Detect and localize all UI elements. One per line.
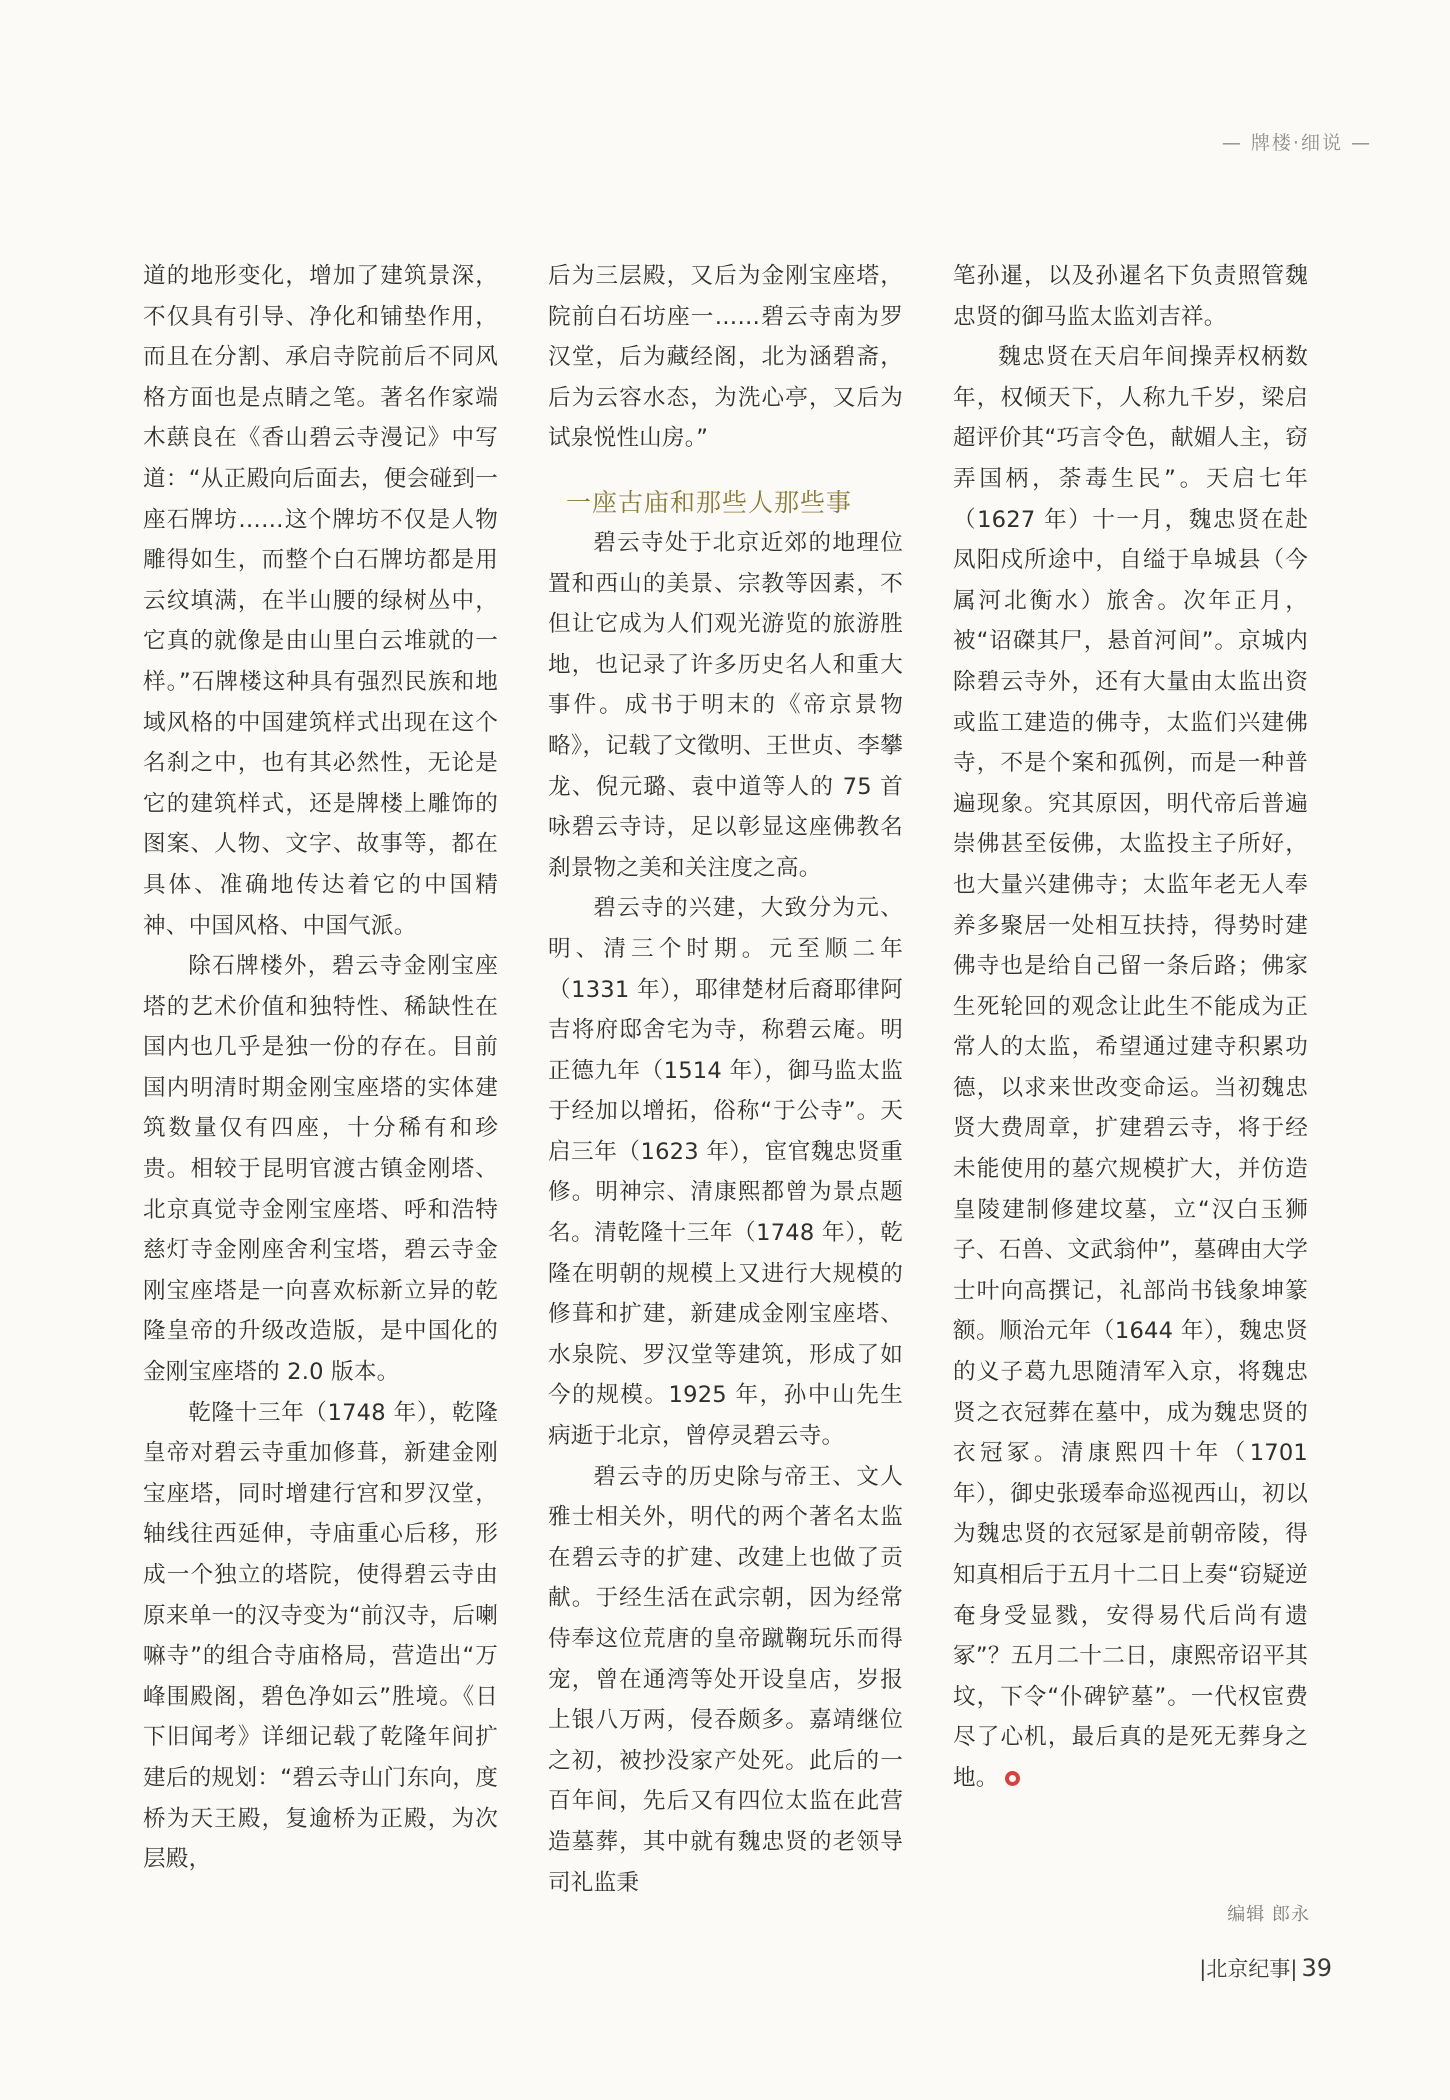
end-mark-icon [1005, 1771, 1020, 1786]
paragraph: 碧云寺处于北京近郊的地理位置和西山的美景、宗教等因素，不但让它成为人们观光游览的旅游胜地，也记录了许多历史名人和重大事件。成书于明末的《帝京景物略》，记载了文徵明、王世贞、李攀龙、倪元璐、袁中道等人的 75 首咏碧云寺诗，足以彰显这座佛教名刹景物之美和关注度之高。 [548, 529, 903, 881]
paragraph: 碧云寺的兴建，大致分为元、明、清三个时期。元至顺二年（1331 年），耶律楚材后裔耶律阿吉将府邸舍宅为寺，称碧云庵。明正德九年（1514 年），御马监太监于经加以增拓，俗称“于公寺”。天启三年（1623 年），宦官魏忠贤重修。明神宗、清康熙都曾为景点题名。清乾隆十三年（1748 年），乾隆在明朝的规模上又进行大规模的修葺和扩建，新建成金刚宝座塔、水泉院、罗汉堂等建筑，形成了如今的规模。1925 年，孙中山先生病逝于北京，曾停灵碧云寺。 [548, 895, 903, 1450]
page-footer [1199, 1953, 1332, 1983]
text-column-2 [548, 256, 903, 1903]
editor-credit: 编辑 郎永 [1227, 1904, 1310, 1925]
paragraph: 乾隆十三年（1748 年），乾隆皇帝对碧云寺重加修葺，新建金刚宝座塔，同时增建行宫和罗汉堂，轴线往西延伸，寺庙重心后移，形成一个独立的塔院，使得碧云寺由原来单一的汉寺变为“前汉寺，后喇嘛寺”的组合寺庙格局，营造出“万峰围殿阁，碧色净如云”胜境。《日下旧闻考》详细记载了乾隆年间扩建后的规划：“碧云寺山门东向，度桥为天王殿，复逾桥为正殿，为次层殿， [143, 1399, 498, 1873]
paragraph: 除石牌楼外，碧云寺金刚宝座塔的艺术价值和独特性、稀缺性在国内也几乎是独一份的存在。目前国内明清时期金刚宝座塔的实体建筑数量仅有四座，十分稀有和珍贵。相较于昆明官渡古镇金刚塔、北京真觉寺金刚宝座塔、呼和浩特慈灯寺金刚座舍利宝塔，碧云寺金刚宝座塔是一向喜欢标新立异的乾隆皇帝的升级改造版，是中国化的金刚宝座塔的 2.0 版本。 [143, 953, 498, 1386]
paragraph: 后为三层殿，又后为金刚宝座塔，院前白石坊座一……碧云寺南为罗汉堂，后为藏经阁，北为涵碧斋，后为云容水态，为洗心亭，又后为试泉悦性山房。” [548, 263, 903, 452]
paragraph: 碧云寺的历史除与帝王、文人雅士相关外，明代的两个著名太监在碧云寺的扩建、改建上也做了贡献。于经生活在武宗朝，因为经常侍奉这位荒唐的皇帝蹴鞠玩乐而得宠，曾在通湾等处开设皇店，岁报上银八万两，侵吞颇多。嘉靖继位之初，被抄没家产处死。此后的一百年间，先后又有四位太监在此营造墓葬，其中就有魏忠贤的老领导司礼监秉 [548, 1463, 903, 1896]
magazine-name: |北京纪事| [1199, 1957, 1298, 1981]
paragraph-text: 魏忠贤在天启年间操弄权柄数年，权倾天下，人称九千岁，梁启超评价其“巧言令色，献媚人主，窃弄国柄，荼毒生民”。天启七年（1627 年）十一月，魏忠贤在赴凤阳戍所途中，自缢于阜城县（今属河北衡水）旅舍。次年正月，被“诏磔其尸，悬首河间”。京城内除碧云寺外，还有大量由太监出资或监工建造的佛寺，太监们兴建佛寺，不是个案和孤例，而是一种普遍现象。究其原因，明代帝后普遍崇佛甚至佞佛，太监投主子所好，也大量兴建佛寺；太监年老无人奉养多聚居一处相互扶持，得势时建佛寺也是给自己留一条后路；佛家生死轮回的观念让此生不能成为正常人的太监，希望通过建寺积累功德，以求来世改变命运。当初魏忠贤大费周章，扩建碧云寺，将于经未能使用的墓穴规模扩大，并仿造皇陵建制修建坟墓，立“汉白玉狮子、石兽、文武翁仲”，墓碑由大学士叶向高撰记，礼部尚书钱象坤篆额。顺治元年（1644 年），魏忠贤的义子葛九思随清军入京，将魏忠贤之衣冠葬在墓中，成为魏忠贤的衣冠冢。清康熙四十年（1701 年），御史张瑗奉命巡视西山，初以为魏忠贤的衣冠冢是前朝帝陵，得知真相后于五月十二日上奏“窃疑逆奄身受显戮，安得易代后尚有遗冢”？五月二十二日，康熙帝诏平其坟，下令“仆碑铲墓”。一代权宦费尽了心机，最后真的是死无葬身之地。 [953, 344, 1308, 1791]
paragraph: 道的地形变化，增加了建筑景深，不仅具有引导、净化和铺垫作用，而且在分割、承启寺院前后不同风格方面也是点睛之笔。著名作家端木蕻良在《香山碧云寺漫记》中写道：“从正殿向后面去，便会碰到一座石牌坊……这个牌坊不仅是人物雕得如生，而整个白石牌坊都是用云纹填满，在半山腰的绿树丛中，它真的就像是由山里白云堆就的一样。”石牌楼这种具有强烈民族和地域风格的中国建筑样式出现在这个名刹之中，也有其必然性，无论是它的建筑样式，还是牌楼上雕饰的图案、人物、文字、故事等，都在具体、准确地传达着它的中国精神、中国风格、中国气派。 [143, 263, 498, 939]
section-heading: 一座古庙和那些人那些事 [566, 487, 853, 517]
text-column-3 [953, 256, 1308, 1799]
text-column-1 [143, 256, 498, 1880]
running-head: — 牌楼·细说 — [1221, 132, 1372, 154]
paragraph-final [953, 337, 1308, 1798]
paragraph: 笔孙暹，以及孙暹名下负责照管魏忠贤的御马监太监刘吉祥。 [953, 263, 1308, 330]
page-number: 39 [1301, 1954, 1332, 1982]
